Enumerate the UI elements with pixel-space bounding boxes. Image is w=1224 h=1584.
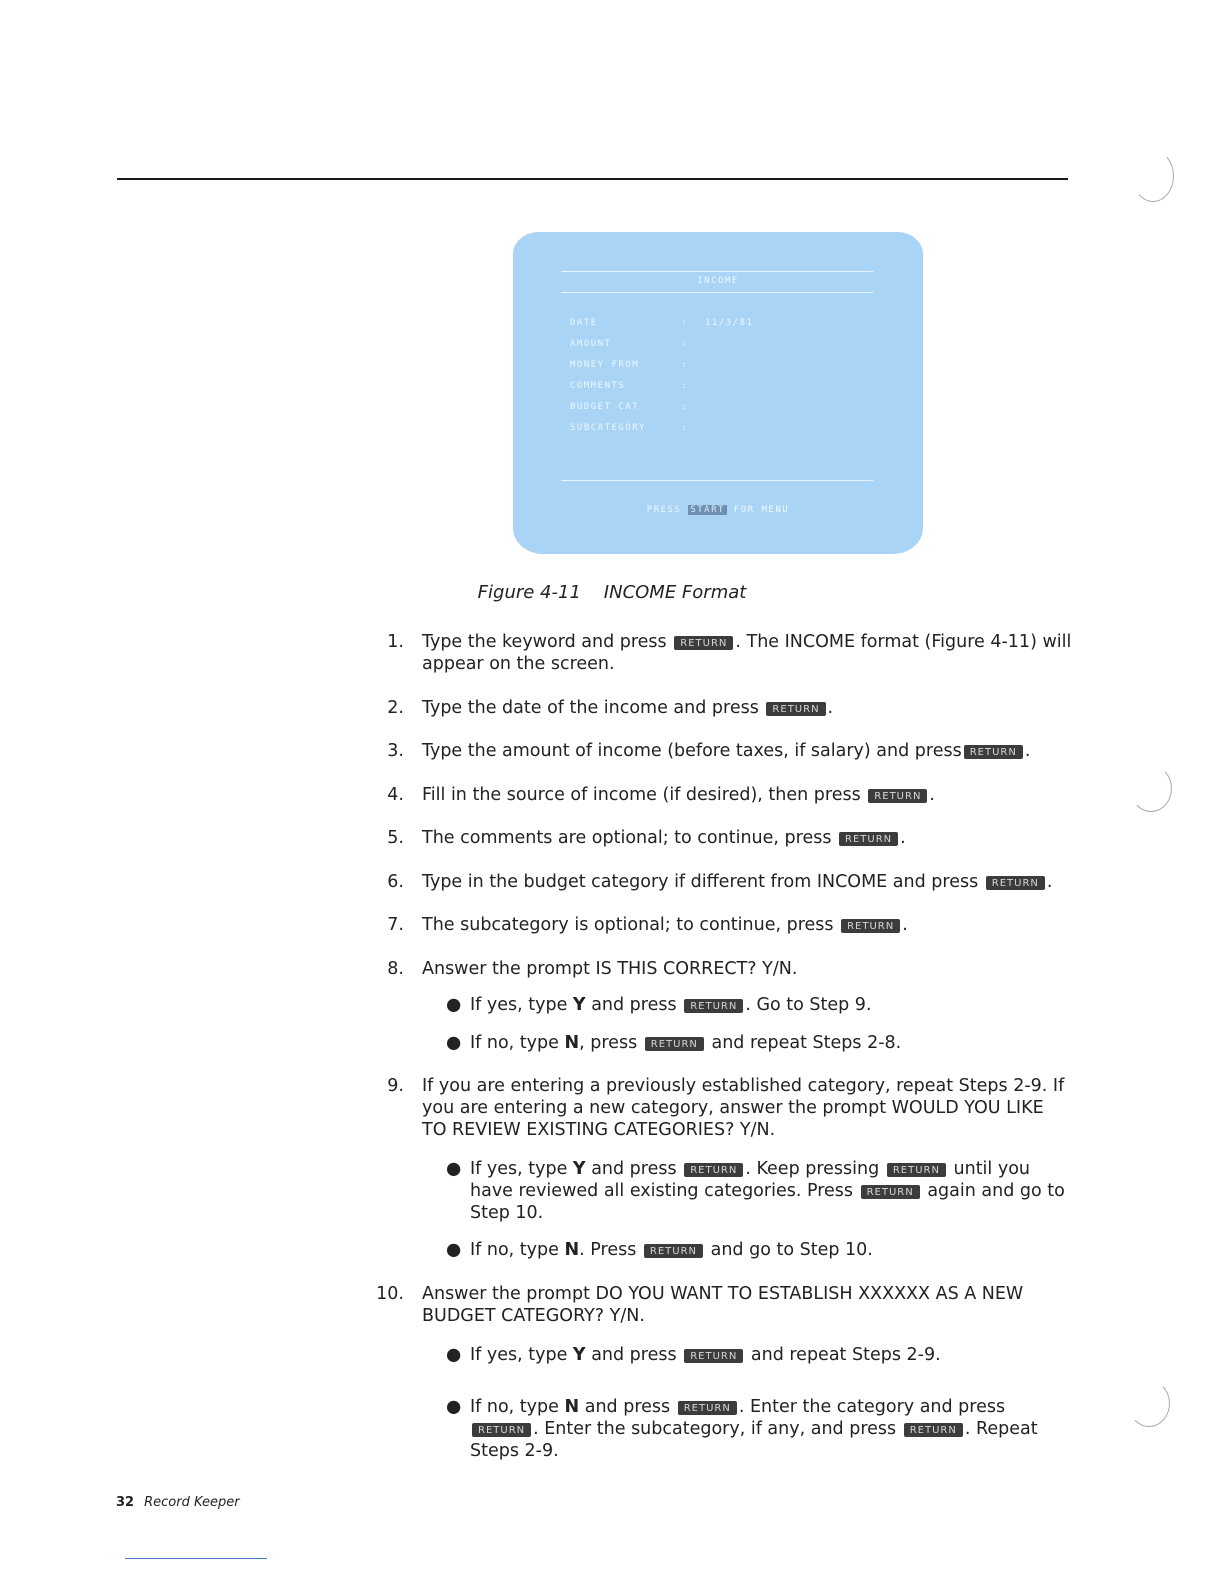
running-title: Record Keeper [144, 1495, 240, 1510]
bullet-text: If yes, type Y and press RETURN . Keep pressing RETURN until you have reviewed all existing categories. Press RETURN again and go to Step 10. [470, 1159, 1065, 1223]
step-number: 7. [387, 915, 404, 935]
step-text: Answer the prompt IS THIS CORRECT? Y/N. [422, 959, 798, 979]
screen-field-sep: : [681, 381, 688, 391]
bullet-dot: ● [446, 1240, 462, 1260]
step-text: Type the keyword and press RETURN . The INCOME format (Figure 4-11) will appear on the screen. [422, 632, 1072, 674]
page-footer [116, 1495, 240, 1510]
step-text: Type in the budget category if different from INCOME and press RETURN . [422, 872, 1053, 892]
step-number: 10. [376, 1284, 404, 1304]
step-number: 9. [387, 1076, 404, 1096]
screen-field-sep: : [681, 339, 688, 349]
screen-field-sep: : [681, 360, 688, 370]
screen-footer-post: FOR MENU [733, 505, 790, 515]
bullet-dot: ● [446, 1397, 462, 1417]
step-text: Fill in the source of income (if desired), then press RETURN . [422, 785, 935, 805]
screen-footer [513, 505, 923, 515]
bullet-dot: ● [446, 1345, 462, 1365]
bottom-blue-line [125, 1558, 267, 1559]
step-number: 3. [387, 741, 404, 761]
bullet-dot: ● [446, 1159, 462, 1179]
step-text: Type the date of the income and press RETURN . [422, 698, 834, 718]
bullet-text: If yes, type Y and press RETURN . Go to Step 9. [470, 995, 872, 1015]
return-key: RETURN [839, 832, 898, 846]
step-number: 4. [387, 785, 404, 805]
return-key: RETURN [674, 636, 733, 650]
return-key: RETURN [678, 1401, 737, 1415]
bullet-dot: ● [446, 1033, 462, 1053]
step-text: Type the amount of income (before taxes, if salary) and press RETURN . [422, 741, 1031, 761]
screen-rule [561, 292, 873, 293]
binder-hole-mark [1130, 765, 1172, 812]
screen-field-value: 11/3/81 [705, 318, 754, 328]
page-number: 32 [116, 1495, 135, 1510]
bullet-dot: ● [446, 995, 462, 1015]
screen-field-sep: : [681, 423, 688, 433]
screen-field-label: MONEY FROM [570, 360, 640, 370]
step-number: 8. [387, 959, 404, 979]
bullet-text: If no, type N and press RETURN . Enter the category and press RETURN . Enter the subcategory, if any, and press RETURN . Repeat Steps 2-9. [470, 1397, 1038, 1461]
step-text: If you are entering a previously established category, repeat Steps 2-9. If you are entering a new category, answer the prompt WOULD YOU LIKE TO REVIEW EXISTING CATEGORIES? Y/N. [422, 1076, 1065, 1140]
return-key: RETURN [904, 1423, 963, 1437]
return-key: RETURN [644, 1244, 703, 1258]
step-text: Answer the prompt DO YOU WANT TO ESTABLISH XXXXXX AS A NEW BUDGET CATEGORY? Y/N. [422, 1284, 1024, 1326]
return-key: RETURN [645, 1037, 704, 1051]
binder-hole-mark [1128, 1380, 1170, 1427]
step-number: 5. [387, 828, 404, 848]
return-key: RETURN [868, 789, 927, 803]
bullet-text: If yes, type Y and press RETURN and repeat Steps 2-9. [470, 1345, 941, 1365]
return-key: RETURN [684, 1163, 743, 1177]
step-number: 2. [387, 698, 404, 718]
return-key: RETURN [766, 702, 825, 716]
screen-rule [561, 480, 873, 481]
top-rule [117, 178, 1068, 180]
step-number: 6. [387, 872, 404, 892]
step-text: The comments are optional; to continue, press RETURN . [422, 828, 906, 848]
screen-field-label: AMOUNT [570, 339, 612, 349]
screen-footer-pre: PRESS [646, 505, 682, 515]
bullet-text: If no, type N. Press RETURN and go to Step 10. [470, 1240, 873, 1260]
return-key: RETURN [472, 1423, 531, 1437]
screen-field-label: DATE [570, 318, 598, 328]
return-key: RETURN [684, 1349, 743, 1363]
return-key: RETURN [684, 999, 743, 1013]
screen-field-label: BUDGET CAT [570, 402, 640, 412]
start-key: START [690, 505, 725, 515]
return-key: RETURN [887, 1163, 946, 1177]
return-key: RETURN [986, 876, 1045, 890]
screen-field-sep: : [681, 402, 688, 412]
step-text: The subcategory is optional; to continue, press RETURN . [422, 915, 908, 935]
return-key: RETURN [841, 919, 900, 933]
bullet-text: If no, type N, press RETURN and repeat Steps 2-8. [470, 1033, 902, 1053]
return-key: RETURN [861, 1185, 920, 1199]
screen-title: INCOME [697, 276, 739, 286]
screen-field-sep: : [681, 318, 688, 328]
return-key: RETURN [964, 745, 1023, 759]
binder-hole-mark [1132, 150, 1174, 202]
screen-field-label: COMMENTS [570, 381, 626, 391]
figure-caption: Figure 4-11 INCOME Format [477, 582, 747, 603]
income-screen-figure [513, 232, 923, 554]
screen-field-label: SUBCATEGORY [570, 423, 647, 433]
screen-rule [561, 271, 873, 272]
step-number: 1. [387, 632, 404, 652]
